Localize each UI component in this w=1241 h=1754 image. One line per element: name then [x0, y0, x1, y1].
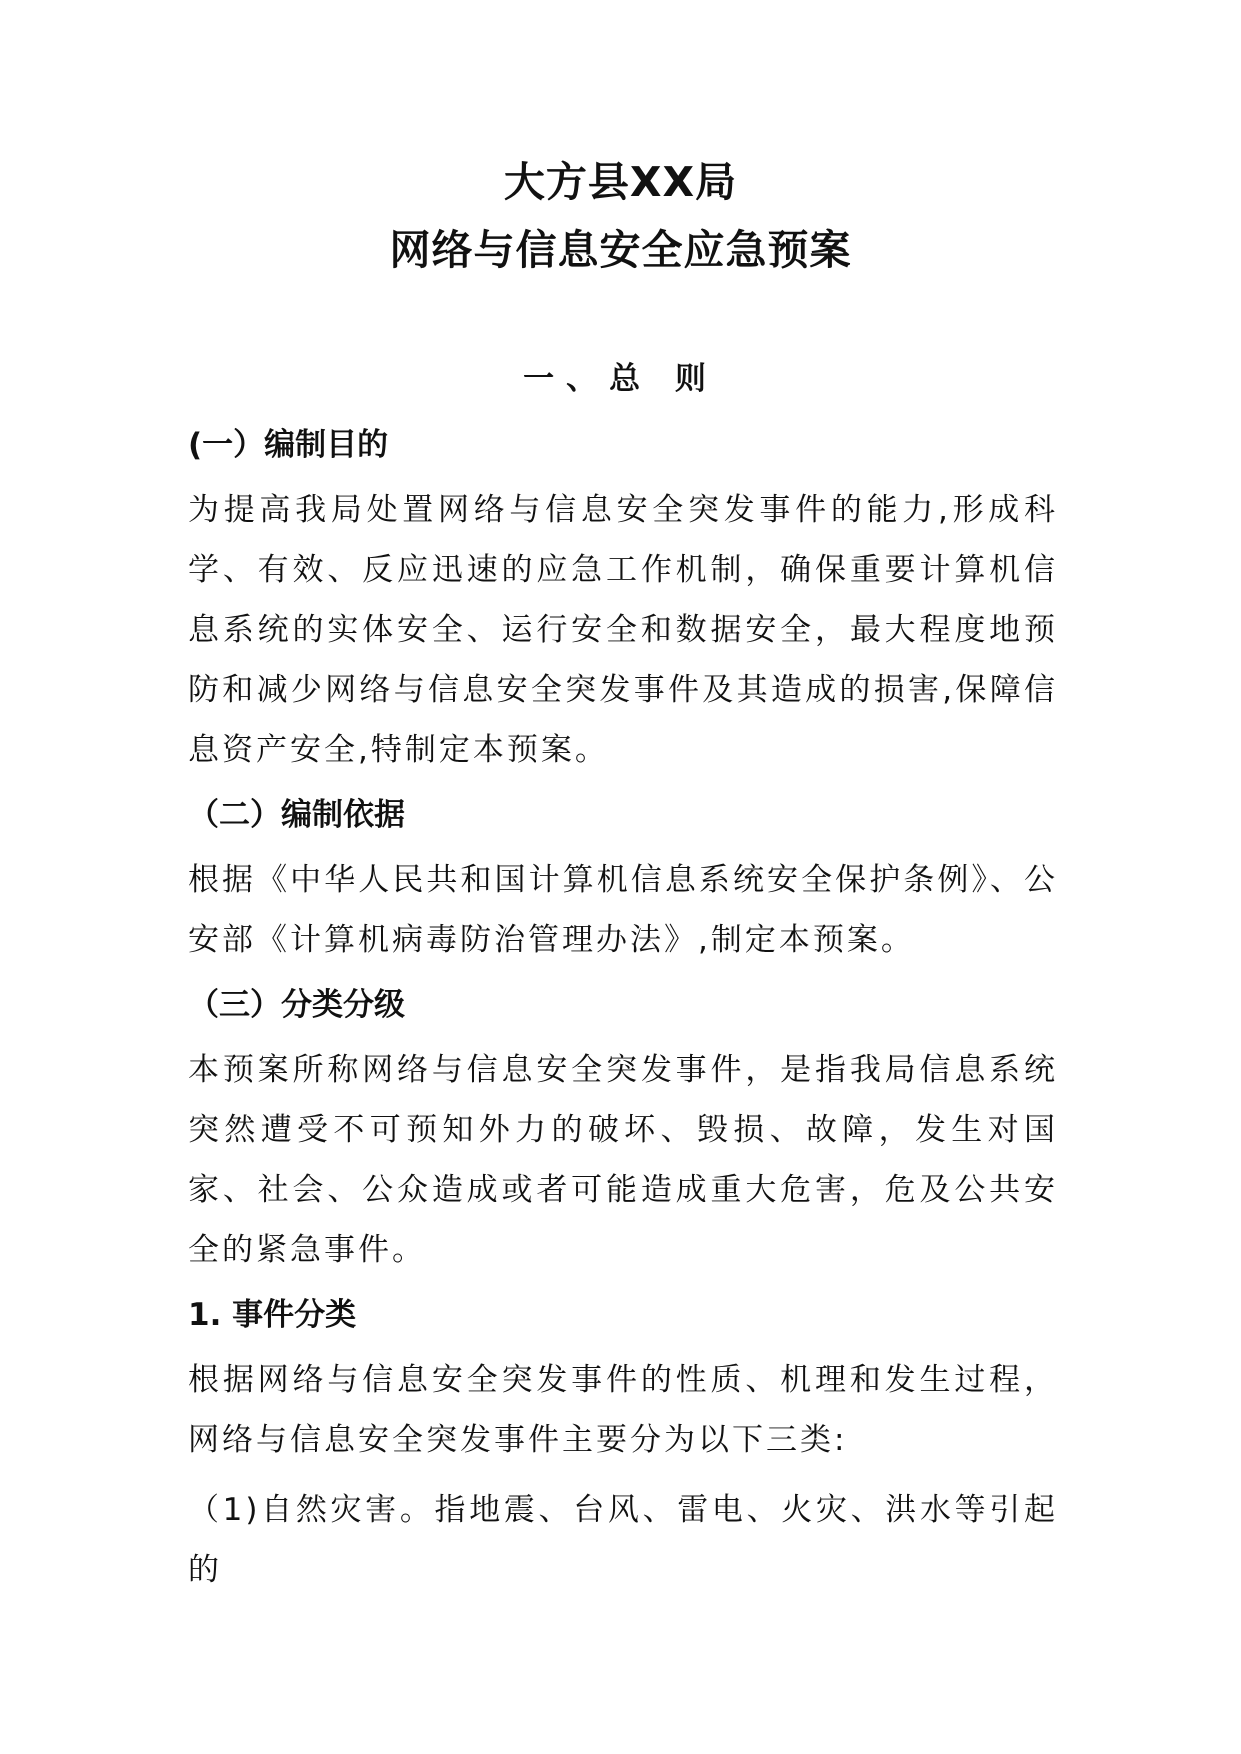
- document-body: [188, 420, 1058, 1600]
- document-title: [0, 148, 1241, 284]
- title-line-2: 网络与信息安全应急预案: [389, 226, 852, 274]
- paragraph-purpose: 为提高我局处置网络与信息安全突发事件的能力,形成科学、有效、反应迅速的应急工作机制，确保重要计算机信息系统的实体安全、运行安全和数据安全，最大程度地预防和减少网络与信息安全突发事件及其造成的损害,保障信息资产安全,特制定本预案。: [188, 492, 1058, 768]
- subheading-purpose: (一）编制目的: [188, 427, 389, 463]
- section-heading-general: 一、总 则: [523, 361, 718, 397]
- paragraph-basis: 根据《中华人民共和国计算机信息系统安全保护条例》、公安部《计算机病毒防治管理办法》,制定本预案。: [188, 862, 1058, 958]
- title-line-1: 大方县XX局: [503, 158, 738, 206]
- paragraph-classification: 本预案所称网络与信息安全突发事件，是指我局信息系统突然遭受不可预知外力的破坏、毁损、故障，发生对国家、社会、公众造成或者可能造成重大危害，危及公共安全的紧急事件。: [188, 1052, 1058, 1268]
- paragraph-natural-disaster: （1)自然灾害。指地震、台风、雷电、火灾、洪水等引起的: [188, 1492, 1058, 1588]
- subheading-classification: （三）分类分级: [188, 987, 405, 1023]
- subheading-basis: （二）编制依据: [188, 797, 405, 833]
- paragraph-event-categories: 根据网络与信息安全突发事件的性质、机理和发生过程，网络与信息安全突发事件主要分为以下三类:: [188, 1362, 1058, 1458]
- subheading-event-categories: 1. 事件分类: [188, 1297, 357, 1333]
